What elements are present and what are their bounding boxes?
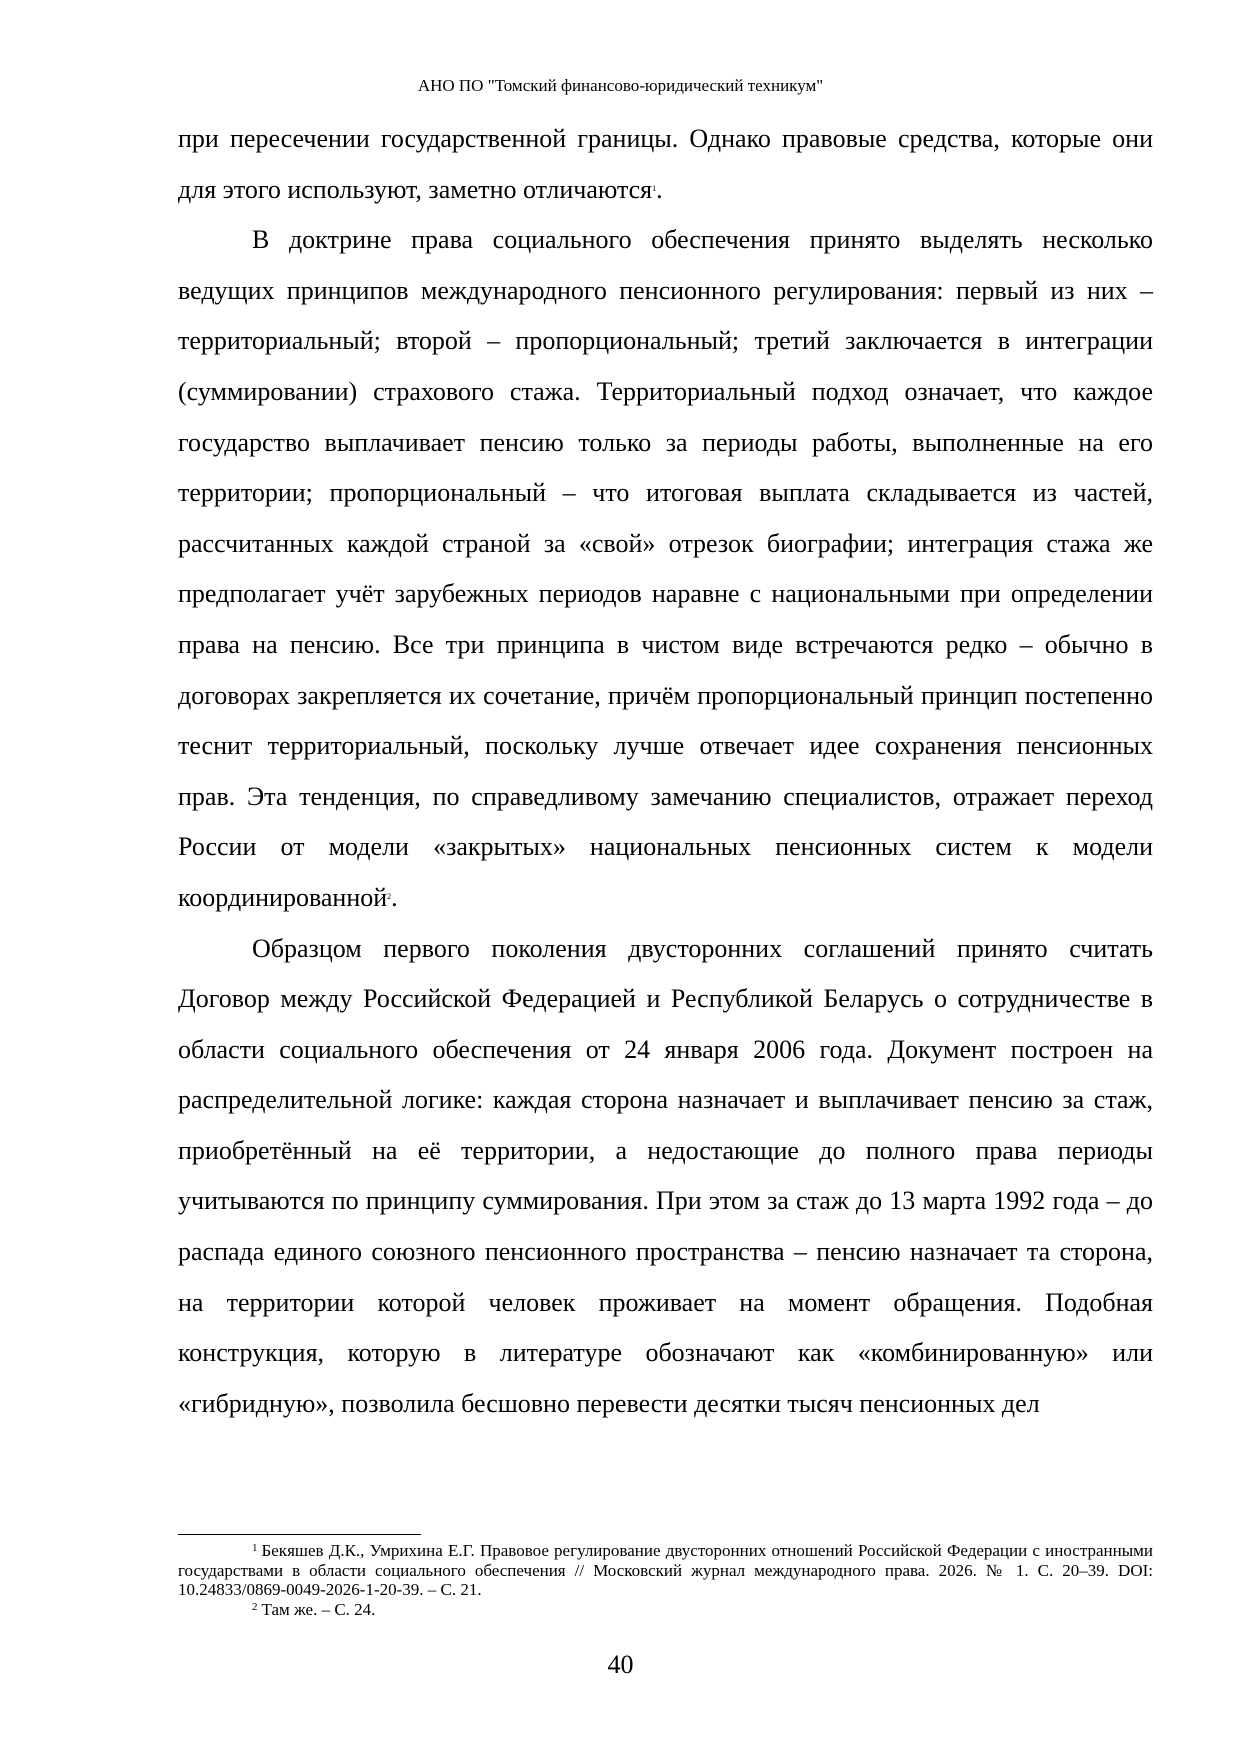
footnote-1-text: Бекяшев Д.К., Умрихина Е.Г. Правовое регулирование двусторонних отношений Российской Федерации с иностранными государствами в области социального обеспечения // Московский журнал международного права. 2026. № 1. С. 20–39. DOI: 10.24833/0869-0049-2026-1-20-39. – С. 21. — [178, 1541, 1153, 1599]
footnote-ref-2[interactable]: 2 — [387, 891, 392, 901]
page-header: АНО ПО "Томский финансово-юридический техникум" — [417, 76, 824, 95]
main-text — [178, 114, 1153, 1429]
footnote-1 — [178, 1541, 1153, 1600]
paragraph-2-tail: . — [391, 882, 398, 912]
paragraph-2 — [178, 215, 1153, 923]
footnote-separator — [178, 1534, 421, 1535]
footnote-2-text: Там же. – С. 24. — [261, 1599, 376, 1619]
paragraph-1-text: при пересечении государственной границы. Однако правовые средства, которые они для этого используют, заметно отличаются — [178, 124, 1153, 204]
footnote-1-number: 1 — [252, 1542, 258, 1554]
footnote-2 — [178, 1600, 1153, 1620]
paragraph-1 — [178, 114, 1153, 215]
paragraph-1-tail: . — [656, 174, 663, 204]
page-number: 40 — [607, 1650, 634, 1679]
paragraph-2-text: В доктрине права социального обеспечения принято выделять несколько ведущих принципов международного пенсионного регулирования: первый из них – территориальный; второй – пропорциональный; третий заключается в интеграции (суммировании) страхового стажа. Территориальный подход означает, что каждое государство выплачивает пенсию только за периоды работы, выполненные на его территории; пропорциональный – что итоговая выплата складывается из частей, рассчитанных каждой страной за «свой» отрезок биографии; интеграция стажа же предполагает учёт зарубежных периодов наравне с национальными при определении права на пенсию. Все три принципа в чистом виде встречаются редко – обычно в договорах закрепляется их сочетание, причём пропорциональный принцип постепенно теснит территориальный, поскольку лучше отвечает идее сохранения пенсионных прав. Эта тенденция, по справедливому замечанию специалистов, отражает переход России от модели «закрытых» национальных пенсионных систем к модели координированной — [178, 225, 1153, 912]
paragraph-3: Образцом первого поколения двусторонних соглашений принято считать Договор между Российской Федерацией и Республикой Беларусь о сотрудничестве в области социального обеспечения от 24 января 2006 года. Документ построен на распределительной логике: каждая сторона назначает и выплачивает пенсию за стаж, приобретённый на её территории, а недостающие до полного права периоды учитываются по принципу суммирования. При этом за стаж до 13 марта 1992 года – до распада единого союзного пенсионного пространства – пенсию назначает та сторона, на территории которой человек проживает на момент обращения. Подобная конструкция, которую в литературе обозначают как «комбинированную» или «гибридную», позволила бесшовно перевести десятки тысяч пенсионных дел — [178, 933, 1153, 1418]
footnote-ref-1[interactable]: 1 — [652, 183, 657, 193]
footnotes — [178, 1541, 1153, 1619]
footnote-2-number: 2 — [252, 1600, 258, 1613]
